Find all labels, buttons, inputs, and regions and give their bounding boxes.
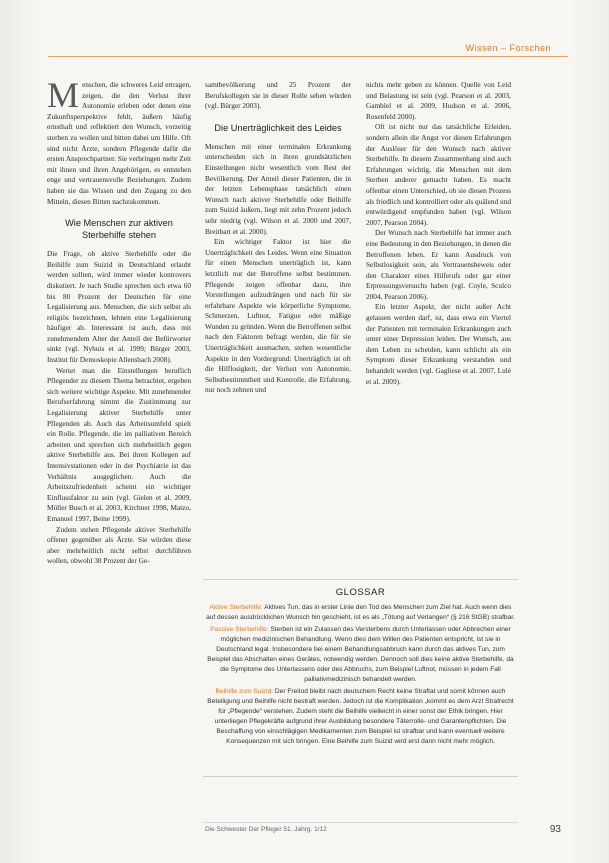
glossary-entry xyxy=(205,687,516,747)
intro-text: enschen, die schweres Leid ertragen, zeigen, die den Verlust ihrer Autonomie erleben oder denen eine Zukunftsperspektive fehlt, äußern häufig ernsthaft und reflektiert den Wunsch, vorzeitig sterben zu wollen und bitten dabei um Hilfe. Oft sind nicht Ärzte, sondern Pflegende dafür die ersten Ansprechpartner. Sie verbringen mehr Zeit mit ihnen und ihren Angehörigen, es entstehen enge und vertrauensvolle Beziehungen. Zudem haben sie das Wissen und den Zugang zu den Mitteln, diesen Bitten nachzukommen. xyxy=(47,80,191,206)
page-number: 93 xyxy=(549,824,561,835)
footer-divider xyxy=(203,822,518,823)
body-paragraph: Wertet man die Einstellungen beruflich Pflegender zu diesem Thema betrachtet, ergeben sich weitere wichtige Aspekte. Mit zunehmender Berufserfahrung nimmt die Zustimmung zur Legalisierung aktiver Sterbehilfe unter Pflegenden ab. Auch das Arbeitsumfeld spielt ein Rolle. Pflegende, die im palliativen Bereich arbeiten und sprechen sich mehrheitlich gegen aktive Sterbehilfe aus. Bei ihren Kollegen auf Intensivstationen oder in der Psychiatrie ist das Verhältnis ausgeglichen. Auch die Arbeitszufriedenheit scheint ein wichtiger Einflussfaktor zu sein (vgl. Gielen et al. 2009, Müller Busch et al. 2003, Kirchner 1998, Matzo, Emanuel 1997, Beine 1999). xyxy=(47,365,191,523)
body-paragraph: Ein wichtiger Faktor ist hier die Unerträglichkeit des Leides. Wenn eine Situation für einen Menschen unerträglich ist, kann letztlich nur der Betroffene selbst bestimmen. Pflegende zeigen offenbar dazu, ihre Vorstellungen aufzudrängen und nach für sie erfahrbare Aspekte wie körperliche Symptome, Schmerzen, Luftnot, Fatigue oder mäßige Wunden zu gründen. Wenn die Betroffenen selbst nach den Faktoren befragt werden, die für sie Unerträglichkeit ausmachen, stehen wesentliche Aspekte in den Vordergrund: Unerträglich ist oft die Hilflosigkeit, der Verlust von Autonomie, Selbstbestimmtheit und Kontrolle, die Erfahrung, nur noch zehnen und xyxy=(205,237,351,395)
subheading-attitudes: Wie Menschen zur aktiven Sterbehilfe stehen xyxy=(65,218,173,241)
column-1 xyxy=(47,75,191,567)
glossary-definition: Der Freitod bleibt nach deutschem Recht keine Straftat und somit können auch Beteiligung und Beihilfe nicht bestraft werden. Jedoch ist die Komplikation „kommt es dem Arzt Strafrecht für „Pflegende“ verstehen. Zudem steht die Beihilfe vielleicht in einer sonst der Ethik bringen. Hier unterliegen Pflegekräfte aufgrund ihrer Ausbildung besondere Täterrolle- und Garantenpflichten. Die Beschaffung von einschlägigen Medikamenten zum Beispiel ist strafbar und kann eventuell weitere Konsequenzen mit sich bringen. Eine Beihilfe zum Suizid wird erst dann nicht mehr möglich. xyxy=(207,688,514,745)
body-paragraph: Oft ist nicht nur das tatsächliche Erleiden, sondern allein die Angst vor diesen Erfahrungen der Auslöser für den Wunsch nach aktiver Sterbehilfe. In diesem Zusammenhang sind auch Erfahrungen wichtig, die Menschen mit dem Sterben anderer gemacht haben. Es macht offenbar einen Unterschied, ob sie diesen Prozess als friedlich und kontrolliert oder als quälend und entwürdigend empfunden haben (vgl. Wilson 2007, Pearson 2004). xyxy=(366,122,511,227)
glossary-term: Aktive Sterbehilfe: xyxy=(209,604,263,611)
body-paragraph: Die Frage, ob aktive Sterbehilfe oder die Beihilfe zum Suizid in Deutschland erlaubt werden sollten, wird immer wieder kontrovers diskutiert. Je nach Studie sprechen sich etwa 60 bis 80 Prozent der Deutschen für eine Legalisierung aus. Menschen, die sich selbst als religiös bezeichnen, lehnen eine Legalisierung häufiger ab. Interessant ist auch, dass mit zunehmendem Alter der Anteil der Befürworter sinkt (vgl. Nyhuis et al. 1999; Bürger 2003, Institut für Demoskopie Allensbach 2008). xyxy=(47,249,191,365)
journal-footer: Die Schwester Der Pfleger 51. Jahrg. 1/12 xyxy=(205,826,327,833)
glossary-term: Passive Sterbehilfe: xyxy=(210,626,269,633)
section-label: Wissen – Forschen xyxy=(465,43,551,53)
glossary-entry xyxy=(205,625,516,685)
glossary-definition: Sterben ist ein Zulassen des Versterbens durch Unterlassen oder Abbrechen einer möglichen medizinischen Behandlung. Wenn dies dem Willen des Patienten entspricht, ist sie in Deutschland legal. Insbesondere bei einem Behandlungsabbruch kann durch das aktives Tun, zum Beispiel das Abschalten eines Gerätes, notwendig werden. Dennoch soll dies keine aktive Sterbehilfe, da die Symptome des Unterlassens oder des Abbruchs, zum Beispiel Luftnot, müssen in jedem Fall palliativmedizinisch behandelt werden. xyxy=(207,626,514,683)
glossary-definition: Aktives Tun, das in erster Linie den Tod des Menschen zum Ziel hat. Auch wenn dies auf dessen ausdrücklichen Wunsch hin geschieht, ist es als „Tötung auf Verlangen“ (§ 216 StGB) strafbar. xyxy=(206,604,515,621)
intro-paragraph xyxy=(47,75,191,207)
body-paragraph: Ein letzter Aspekt, der nicht außer Acht gelassen werden darf, ist, dass etwa ein Viertel der Patienten mit terminalen Erkrankungen auch unter einer Depression leiden. Der Wunsch, aus dem Leben zu scheiden, kann schlicht als ein Symptom dieser Erkrankung verstanden und behandelt werden (vgl. Gagliese et al. 2007, Lulé et al. 2009). xyxy=(366,302,511,386)
body-paragraph: samtbevölkerung und 25 Prozent der Berufskollegen sie in dieser Rolle sehen würden (vgl. Bürger 2003). xyxy=(205,80,351,111)
body-paragraph: Zudem stehen Pflegende aktiver Sterbehilfe offener gegenüber als Ärzte. Sie würden diese aber mehrheitlich nicht selbst durchführen wollen, obwohl 38 Prozent der Ge- xyxy=(47,524,191,566)
glossary-term: Beihilfe zum Suizid: xyxy=(215,688,274,695)
column-3 xyxy=(366,80,511,387)
body-paragraph: Menschen mit einer terminalen Erkrankung unterscheiden sich in ihren grundsätzlichen Einstellungen nicht wesentlich vom Rest der Bevölkerung. Der Anteil dieser Patienten, die in der letzten Lebensphase tatsächlich einen Wunsch nach aktiver Sterbehilfe oder Beihilfe zum Suizid äußern, liegt mit zehn Prozent jedoch sehr niedrig (vgl. Wilson et al. 2000 und 2007, Breitbart et al. 2000). xyxy=(205,141,351,236)
subheading-suffering: Die Unerträglichkeit des Leides xyxy=(214,122,342,133)
glossary-title: GLOSSAR xyxy=(335,587,386,598)
drop-cap: M xyxy=(47,75,80,115)
glossary-entry xyxy=(205,603,516,623)
glossary-box xyxy=(203,579,518,777)
column-2 xyxy=(205,80,351,396)
section-divider xyxy=(48,56,568,57)
body-paragraph: nichts mehr geben zu können. Quelle von Leid und Belastung ist sein (vgl. Pearson et al. 2003, Gamblel et al. 2009, Hudson et al. 2006, Rosenfeld 2000). xyxy=(366,80,511,121)
body-paragraph: Der Wunsch nach Sterbehilfe hat immer auch eine Bedeutung in den Beziehungen, in denen die Betroffenen leben. Er kann Ausdruck von Selbstlosigkeit sein, als Vertrauensbeweis oder den Charakter eines Hilferufs oder gar einer Erpressungsversuchs haben (vgl. Coyle, Sculco 2004, Pearson 2006). xyxy=(366,228,511,301)
